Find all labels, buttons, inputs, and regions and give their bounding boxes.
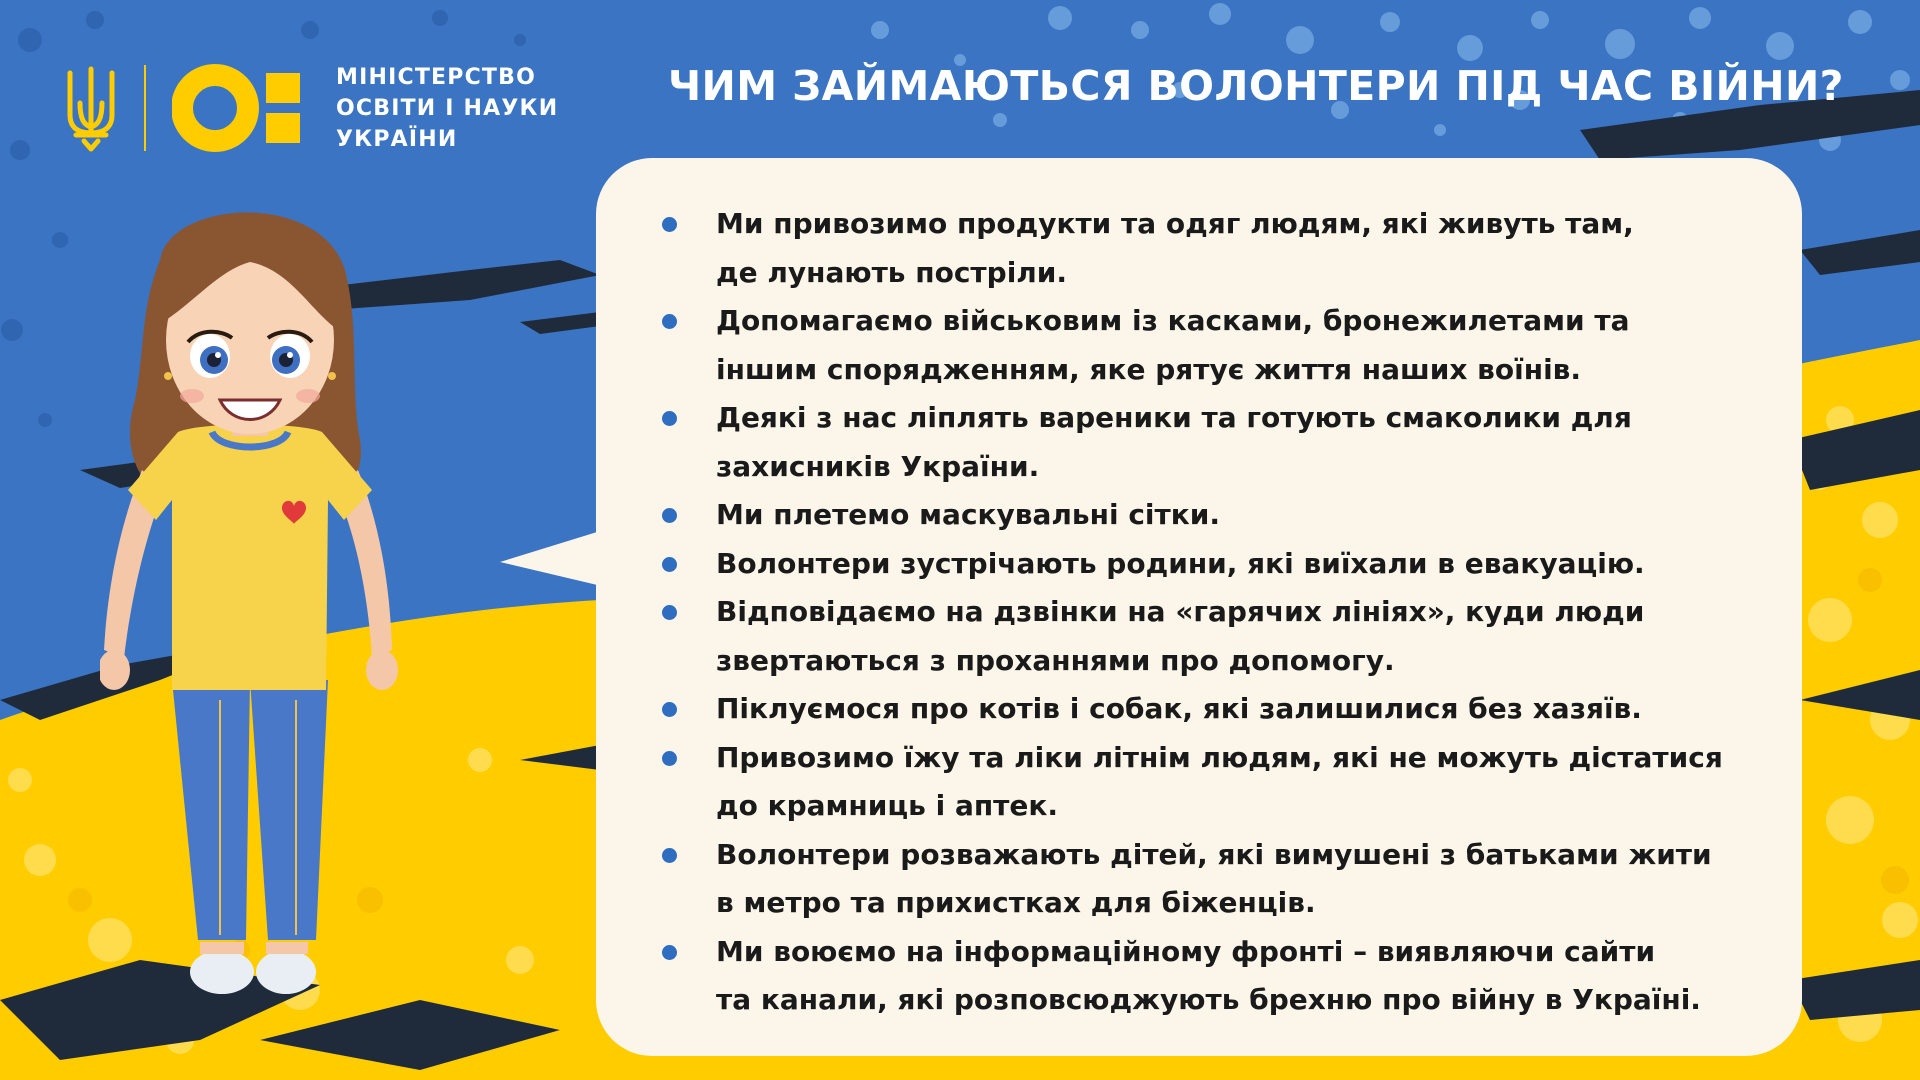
activity-text-line: Відповідаємо на дзвінки на «гарячих лініях», куди люди <box>716 595 1645 628</box>
page-title: ЧИМ ЗАЙМАЮТЬСЯ ВОЛОНТЕРИ ПІД ЧАС ВІЙНИ? <box>668 62 1844 110</box>
activity-item <box>662 200 1738 297</box>
activity-text-line: в метро та прихистках для біженців. <box>716 886 1316 919</box>
activity-item <box>662 540 1738 589</box>
ministry-logo <box>62 58 558 158</box>
activity-item <box>662 297 1738 394</box>
trident-icon <box>62 63 120 153</box>
activity-text-line: Допомагаємо військовим із касками, бронежилетами та <box>716 304 1630 337</box>
ministry-name-line: МІНІСТЕРСТВО <box>336 64 537 90</box>
ministry-name-line: УКРАЇНИ <box>336 126 458 152</box>
activity-list <box>662 200 1738 1025</box>
activity-item <box>662 491 1738 540</box>
activity-text-line: Волонтери зустрічають родини, які виїхали в евакуацію. <box>716 546 1645 580</box>
activity-item <box>662 588 1738 685</box>
activity-text-line: де лунають постріли. <box>716 255 1068 289</box>
activity-item <box>662 734 1738 831</box>
activity-text-line: звертаються з проханнями про допомогу. <box>716 643 1395 677</box>
bullet-icon <box>662 605 677 620</box>
activity-text-line: до крамниць і аптек. <box>716 789 1059 822</box>
speech-bubble-tail <box>500 528 610 588</box>
activity-text-line: іншим спорядженням, яке рятує життя наших воїнів. <box>716 352 1582 386</box>
activity-text-line: Ми плетемо маскувальні сітки. <box>716 498 1220 531</box>
bullet-icon <box>662 314 677 329</box>
activity-text-line: Привозимо їжу та ліки літнім людям, які не можуть дістатися <box>716 740 1723 774</box>
logo-separator <box>144 65 146 151</box>
bullet-icon <box>662 702 677 717</box>
ministry-name-line: ОСВІТИ І НАУКИ <box>336 95 559 121</box>
ministry-logo-icon <box>172 63 312 153</box>
speech-bubble <box>596 158 1802 1056</box>
bullet-icon <box>662 848 677 863</box>
activity-item <box>662 685 1738 734</box>
ministry-name <box>336 62 558 155</box>
bullet-icon <box>662 557 677 572</box>
activity-text-line: Ми воюємо на інформаційному фронті – виявляючи сайти <box>716 934 1656 968</box>
activity-text-line: Ми привозимо продукти та одяг людям, які живуть там, <box>716 207 1634 240</box>
activity-text-line: Волонтери розважають дітей, які вимушені з батьками жити <box>716 837 1712 871</box>
activity-item <box>662 928 1738 1025</box>
activity-item <box>662 394 1738 491</box>
bullet-icon <box>662 217 677 232</box>
bullet-icon <box>662 945 677 960</box>
activity-text-line: Деякі з нас ліплять вареники та готують смаколики для <box>716 401 1632 434</box>
activity-item <box>662 831 1738 928</box>
activity-text-line: та канали, які розповсюджують брехню про війну в Україні. <box>716 983 1701 1016</box>
activity-text-line: захисників України. <box>716 449 1040 483</box>
girl-illustration <box>100 200 400 1020</box>
activity-text-line: Піклуємося про котів і собак, які залишилися без хазяїв. <box>716 692 1642 725</box>
bullet-icon <box>662 751 677 766</box>
bullet-icon <box>662 411 677 426</box>
bullet-icon <box>662 508 677 523</box>
